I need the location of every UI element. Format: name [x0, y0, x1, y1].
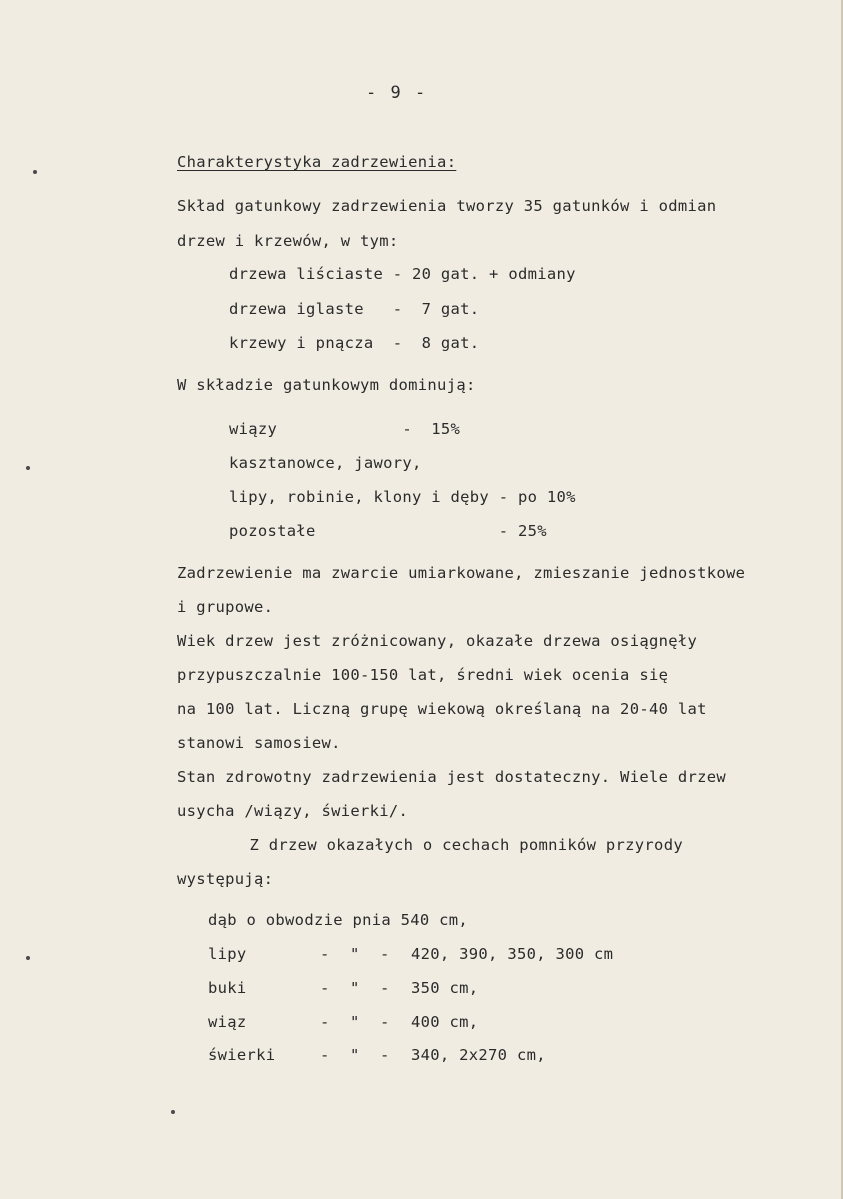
paragraph-line: stanowi samosiew. — [177, 734, 341, 752]
monument-dash: - — [320, 1046, 330, 1064]
monument-values: 350 cm, — [411, 979, 479, 997]
monument-values: 400 cm, — [411, 1013, 479, 1031]
monument-dash: - — [320, 979, 330, 997]
monument-sep: - — [380, 979, 390, 997]
monument-ditto: " — [350, 979, 360, 997]
punch-mark — [33, 170, 37, 174]
paragraph-line: usycha /wiązy, świerki/. — [177, 802, 409, 820]
monument-sep: - — [380, 1046, 390, 1064]
monument-values: 420, 390, 350, 300 cm — [411, 945, 614, 963]
monument-dash: - — [320, 945, 330, 963]
punch-mark — [26, 466, 30, 470]
section-heading: Charakterystyka zadrzewienia: — [177, 153, 457, 171]
dominant-item: pozostałe - 25% — [229, 522, 547, 540]
monument-ditto: " — [350, 1046, 360, 1064]
page-number: - 9 - — [366, 83, 428, 103]
monument-species: buki — [208, 979, 247, 997]
monument-ditto: " — [350, 1013, 360, 1031]
dominant-item: lipy, robinie, klony i dęby - po 10% — [229, 488, 576, 506]
monument-sep: - — [380, 945, 390, 963]
monument-values: 340, 2x270 cm, — [411, 1046, 546, 1064]
monument-species: wiąz — [208, 1013, 247, 1031]
composition-item: krzewy i pnącza - 8 gat. — [229, 334, 480, 352]
monument-dash: - — [320, 1013, 330, 1031]
monument-sep: - — [380, 1013, 390, 1031]
monument-ditto: " — [350, 945, 360, 963]
paragraph-line: Zadrzewienie ma zwarcie umiarkowane, zmieszanie jednostkowe — [177, 564, 746, 582]
dominant-intro: W składzie gatunkowym dominują: — [177, 376, 476, 394]
monument-species: świerki — [208, 1046, 276, 1064]
paragraph-line: i grupowe. — [177, 598, 274, 616]
paragraph-line: występują: — [177, 870, 274, 888]
paragraph-line: Z drzew okazałych o cechach pomników przyrody — [211, 836, 683, 854]
composition-item: drzewa iglaste - 7 gat. — [229, 300, 480, 318]
dominant-item: kasztanowce, jawory, — [229, 454, 422, 472]
monument-first: dąb o obwodzie pnia 540 cm, — [208, 911, 469, 929]
monument-species: lipy — [208, 945, 247, 963]
punch-mark — [171, 1110, 175, 1114]
punch-mark — [26, 956, 30, 960]
paragraph-line: Stan zdrowotny zadrzewienia jest dostateczny. Wiele drzew — [177, 768, 727, 786]
intro-line: drzew i krzewów, w tym: — [177, 232, 399, 250]
paragraph-line: na 100 lat. Liczną grupę wiekową określaną na 20-40 lat — [177, 700, 707, 718]
paragraph-line: przypuszczalnie 100-150 lat, średni wiek ocenia się — [177, 666, 669, 684]
intro-line: Skład gatunkowy zadrzewienia tworzy 35 gatunków i odmian — [177, 197, 717, 215]
composition-item: drzewa liściaste - 20 gat. + odmiany — [229, 265, 576, 283]
dominant-item: wiązy - 15% — [229, 420, 461, 438]
paragraph-line: Wiek drzew jest zróżnicowany, okazałe drzewa osiągnęły — [177, 632, 698, 650]
